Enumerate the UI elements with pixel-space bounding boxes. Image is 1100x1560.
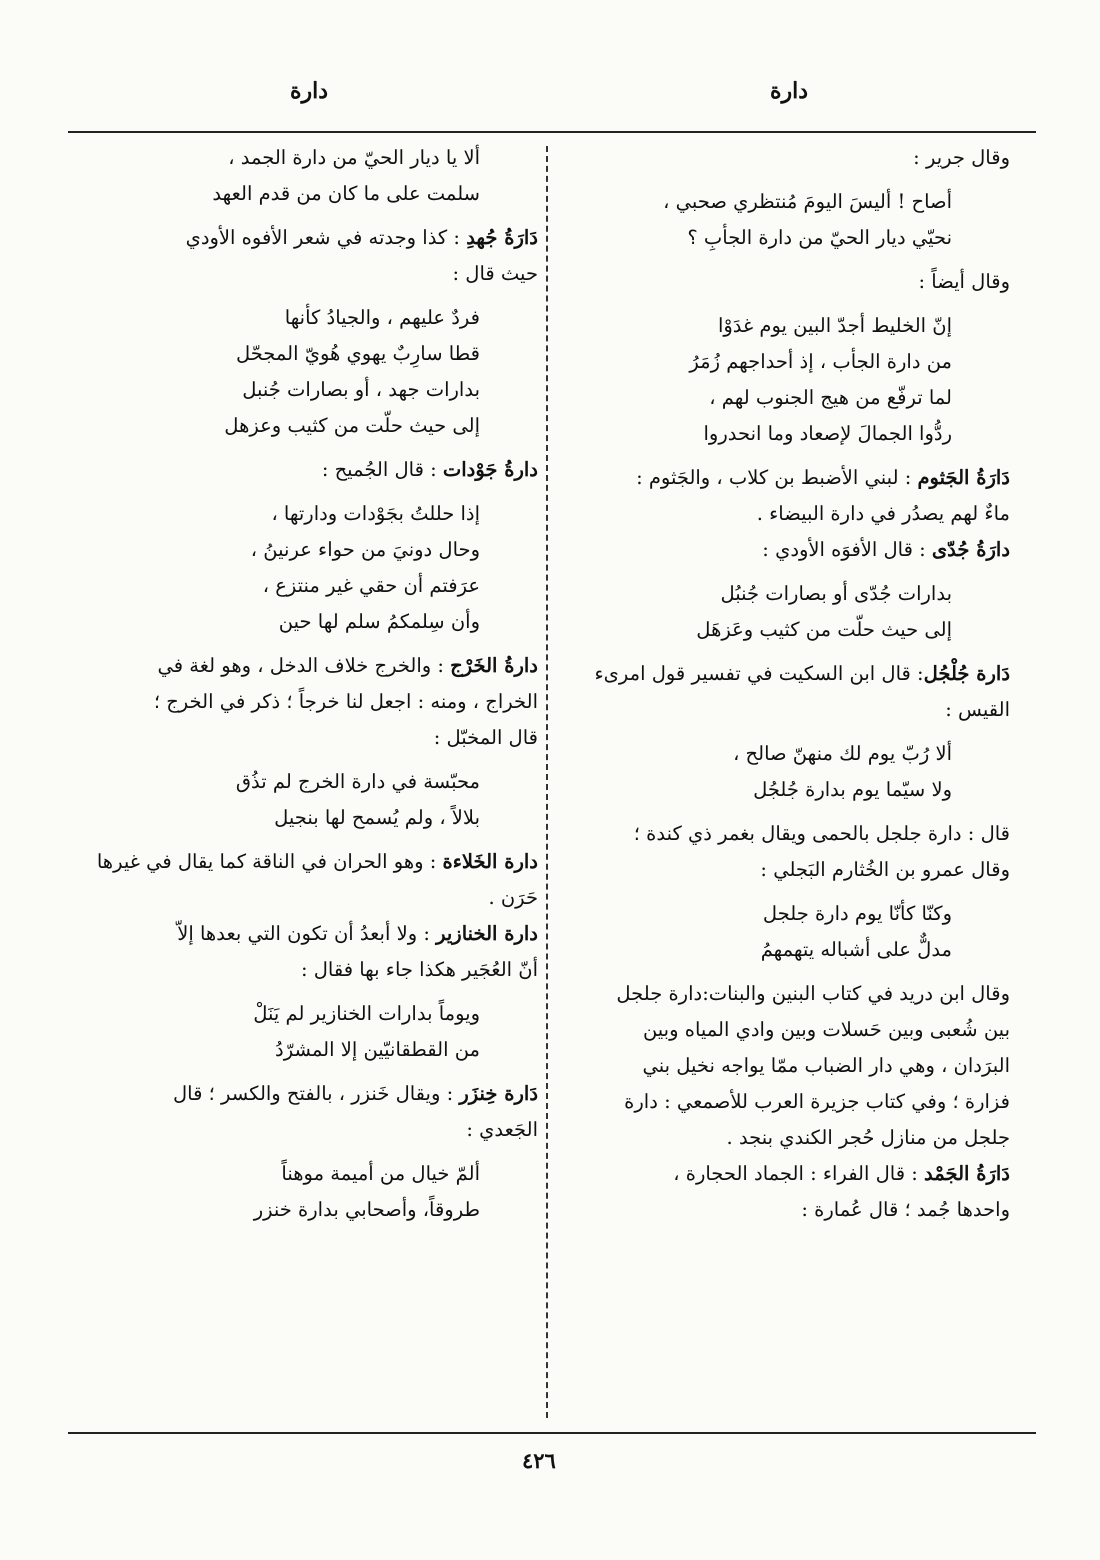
spacer <box>562 256 1010 264</box>
spacer <box>78 1068 538 1076</box>
verse-line: أصاح ! أليسَ اليومَ مُنتظري صحبي ، <box>663 190 952 213</box>
entry-text: : ولا أبعدُ أن تكون التي بعدها إلاّ <box>177 922 437 945</box>
verse-line: بلالاً ، ولم يُسمح لها بنجيل <box>274 806 480 829</box>
prose-line: وقال جرير : <box>913 146 1010 169</box>
prose-line: وقال ابن دريد في كتاب البنين والبنات:دارة جلجل <box>616 982 1010 1005</box>
entry-paragraph <box>562 656 1010 692</box>
verse-line: ولا سيّما يوم بدارة جُلجُل <box>753 778 952 801</box>
entry-headword: دَارة خِنزَر <box>459 1082 538 1105</box>
left-column <box>78 140 538 1228</box>
verse-line: إلى حيث حلّت من كثيب وعزهل <box>224 414 480 437</box>
entry-headword: دَارَةُ الجَمْد <box>924 1162 1010 1185</box>
spacer <box>562 452 1010 460</box>
entry-paragraph <box>562 532 1010 568</box>
prose-line: ماءٌ لهم يصدُر في دارة البيضاء . <box>756 502 1010 525</box>
running-head-right: دارة <box>770 78 809 104</box>
prose-line: أنّ العُجَير هكذا جاء بها فقال : <box>300 958 538 981</box>
prose-line: قال المخبّل : <box>433 726 538 749</box>
verse-line: مدلٌّ على أشباله يتهمهمُ <box>760 938 952 961</box>
verse-line: محبّسة في دارة الخرج لم تذُق <box>235 770 480 793</box>
entry-headword: دَارة جُلْجُل <box>923 662 1010 685</box>
entry-paragraph <box>562 460 1010 496</box>
spacer <box>78 640 538 648</box>
spacer <box>562 968 1010 976</box>
spacer <box>562 648 1010 656</box>
prose-line: بين شُعبى وبين حَسلات وبين وادي المياه وبين <box>642 1018 1010 1041</box>
entry-headword: دارةُ الخَرْج <box>450 654 538 677</box>
verse-line: سلمت على ما كان من قدم العهد <box>212 182 480 205</box>
entry-headword: دارَةُ جُدّى <box>931 538 1010 561</box>
entry-paragraph <box>78 220 538 256</box>
verse-line: لما ترفّع من هيج الجنوب لهم ، <box>709 386 952 409</box>
verse-line: إلى حيث حلّت من كثيب وعَزهَل <box>696 618 952 641</box>
verse-line: من القطقانيّين إلا المشرّدُ <box>275 1038 480 1061</box>
verse-line: بدارات جُدّى أو بصارات جُنبُل <box>720 582 952 605</box>
entry-headword: دَارَةُ الجَثوم <box>917 466 1010 489</box>
spacer <box>78 756 538 764</box>
spacer <box>78 292 538 300</box>
entry-headword: دارةُ جَوْدات <box>442 458 538 481</box>
prose-line: وقال أيضاً : <box>918 270 1010 293</box>
entry-text: : ويقال خَنزر ، بالفتح والكسر ؛ قال <box>173 1082 460 1105</box>
entry-text: : قال الجُميح : <box>321 458 443 481</box>
verse-line: إنّ الخليط أجدّ البين يوم غدَوْا <box>717 314 952 337</box>
prose-line: فزارة ؛ وفي كتاب جزيرة العرب للأصمعي : دارة <box>624 1090 1010 1113</box>
prose-line: الخراج ، ومنه : اجعل لنا خرجاً ؛ ذكر في الخرج ؛ <box>153 690 538 713</box>
entry-paragraph <box>78 648 538 684</box>
entry-headword: دَارَةُ جُهدِ <box>466 226 538 249</box>
prose-line: قال : دارة جلجل بالحمى ويقال بغمر ذي كندة ؛ <box>633 822 1010 845</box>
page-number: ٤٢٦ <box>522 1448 556 1473</box>
spacer <box>562 300 1010 308</box>
entry-paragraph <box>78 1076 538 1112</box>
verse-line: ردُّوا الجمالَ لإصعاد وما انحدروا <box>703 422 952 445</box>
spacer <box>562 808 1010 816</box>
spacer <box>562 888 1010 896</box>
verse-line: وحال دونيَ من حواء عرنينُ ، <box>250 538 480 561</box>
verse-line: إذا حللتُ بجَوْدات ودارتها ، <box>271 502 480 525</box>
entry-headword: دارة الخَلاءة <box>442 850 538 873</box>
verse-line: ألا يا ديار الحيّ من دارة الجمد ، <box>228 146 480 169</box>
entry-text: : قال الفراء : الجماد الحجارة ، <box>673 1162 925 1185</box>
entry-paragraph <box>78 844 538 880</box>
verse-line: عرَفتم أن حقي غير منتزع ، <box>262 574 480 597</box>
entry-paragraph <box>562 1156 1010 1192</box>
spacer <box>78 444 538 452</box>
spacer <box>78 1148 538 1156</box>
verse-line: بدارات جهد ، أو بصارات جُنبل <box>242 378 480 401</box>
entry-text: : قال ابن السكيت في تفسير قول امرىء <box>594 662 924 685</box>
verse-line: وكنّا كأنّا يوم دارة جلجل <box>762 902 952 925</box>
footer-rule <box>68 1432 1036 1434</box>
verse-line: طروقاً، وأصحابي بدارة خنزر <box>253 1198 480 1221</box>
spacer <box>78 836 538 844</box>
entry-paragraph <box>78 916 538 952</box>
entry-paragraph <box>78 452 538 488</box>
spacer <box>562 568 1010 576</box>
entry-text: : وهو الحران في الناقة كما يقال في غيرها <box>96 850 443 873</box>
prose-line: البرَدان ، وهي دار الضباب ممّا يواجه نخيل بني <box>642 1054 1010 1077</box>
verse-line: ألا رُبّ يوم لك منهنّ صالح ، <box>733 742 952 765</box>
right-column <box>562 140 1010 1228</box>
entry-text: : لبني الأضبط بن كلاب ، والجَثوم : <box>636 466 918 489</box>
prose-line: حَرَن . <box>488 886 538 909</box>
entry-headword: دارة الخنازير <box>436 922 538 945</box>
prose-line: جلجل من منازل حُجر الكندي بنجد . <box>726 1126 1010 1149</box>
prose-line: حيث قال : <box>452 262 538 285</box>
prose-line: واحدها جُمد ؛ قال عُمارة : <box>801 1198 1010 1221</box>
verse-line: ألمّ خيال من أميمة موهناً <box>281 1162 480 1185</box>
verse-line: ويوماً بدارات الخنازير لم يَنَلْ <box>253 1002 480 1025</box>
spacer <box>562 728 1010 736</box>
verse-line: فردٌ عليهم ، والجيادُ كأنها <box>284 306 480 329</box>
verse-line: وأن سِلمكمُ سلم لها حين <box>278 610 480 633</box>
prose-line: الجَعدي : <box>466 1118 538 1141</box>
column-divider <box>546 146 548 1418</box>
entry-text: : قال الأفوَه الأودي : <box>762 538 932 561</box>
spacer <box>78 488 538 496</box>
prose-line: القيس : <box>945 698 1010 721</box>
prose-line: وقال عمرو بن الخُثارم البَجلي : <box>760 858 1010 881</box>
spacer <box>78 988 538 996</box>
header-rule <box>68 131 1036 133</box>
entry-text: : كذا وجدته في شعر الأفوه الأودي <box>185 226 467 249</box>
entry-text: : والخرج خلاف الدخل ، وهو لغة في <box>157 654 451 677</box>
spacer <box>78 212 538 220</box>
spacer <box>562 176 1010 184</box>
verse-line: قطا سارِبٌ يهوي هُويّ المجحّل <box>235 342 480 365</box>
verse-line: نحيّي ديار الحيّ من دارة الجأبِ ؟ <box>687 226 952 249</box>
running-head-left: دارة <box>290 78 329 104</box>
verse-line: من دارة الجأب ، إذ أحداجهم زُمَرُ <box>689 350 952 373</box>
